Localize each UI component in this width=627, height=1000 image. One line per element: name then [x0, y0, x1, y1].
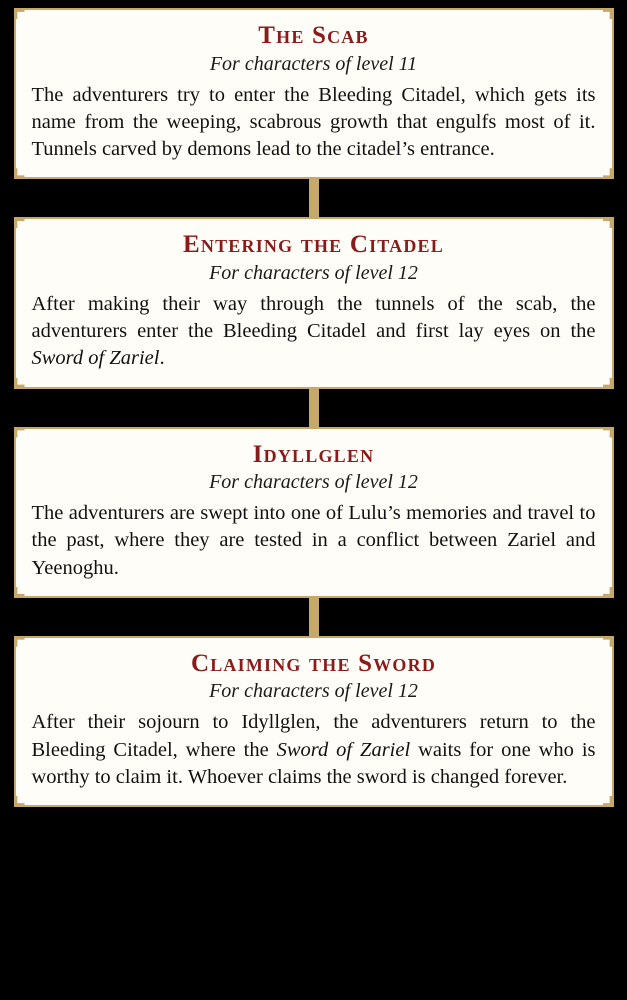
- node-body-suffix: waits for one who is worthy to claim it. Whoever claims the sword is changed forever.: [31, 738, 596, 788]
- node-body-prefix: After making their way through the tunnels of the scab, the adventurers enter the Bleeding Citadel and first lay eyes on the: [31, 292, 596, 342]
- corner-ornament-icon: [14, 378, 25, 389]
- node-title: The Scab: [258, 22, 369, 49]
- corner-ornament-icon: [14, 8, 25, 19]
- flow-node-entering-the-citadel: [14, 217, 614, 388]
- corner-ornament-icon: [603, 217, 614, 228]
- corner-ornament-icon: [14, 427, 25, 438]
- node-title: Claiming the Sword: [190, 649, 437, 677]
- node-title: Entering the Citadel: [183, 231, 444, 259]
- corner-ornament-icon: [603, 796, 614, 807]
- corner-ornament-icon: [603, 168, 614, 179]
- node-body: The adventurers try to enter the Bleeding Citadel, which gets its name from the weeping, scabrous growth that engulfs most of it. Tunnels carved by demons lead to the citadel’s entrance.: [31, 83, 596, 160]
- node-body: [32, 291, 596, 373]
- corner-ornament-icon: [14, 587, 25, 598]
- corner-ornament-icon: [14, 636, 25, 647]
- corner-ornament-icon: [14, 796, 25, 807]
- node-subtitle: For characters of level 12: [209, 261, 418, 284]
- node-body-italic: Sword of Zariel: [31, 347, 160, 370]
- node-body-prefix: After their sojourn to Idyllglen, the adventurers return to the Bleeding Citadel, where the: [31, 711, 596, 761]
- corner-ornament-icon: [603, 8, 614, 19]
- corner-ornament-icon: [14, 168, 25, 179]
- connector-3-4: [309, 598, 319, 636]
- connector-2-3: [309, 389, 319, 427]
- corner-ornament-icon: [603, 636, 614, 647]
- node-body-suffix: .: [159, 347, 165, 370]
- flow-node-claiming-the-sword: [14, 636, 614, 807]
- node-body: The adventurers are swept into one of Lulu’s memories and travel to the past, where they are tested in a conflict between Zariel and Yeenoghu.: [31, 502, 596, 579]
- flow-node-idyllglen: [14, 427, 614, 598]
- node-subtitle: For characters of level 11: [209, 52, 418, 75]
- node-body-italic: Sword of Zariel: [276, 738, 411, 761]
- node-subtitle: For characters of level 12: [209, 680, 418, 703]
- corner-ornament-icon: [14, 217, 25, 228]
- corner-ornament-icon: [603, 378, 614, 389]
- node-title: Idyllglen: [252, 440, 375, 468]
- node-body: [32, 709, 596, 791]
- connector-1-2: [309, 179, 319, 217]
- corner-ornament-icon: [603, 587, 614, 598]
- corner-ornament-icon: [603, 427, 614, 438]
- flow-node-the-scab: [14, 8, 614, 179]
- node-subtitle: For characters of level 12: [209, 471, 418, 493]
